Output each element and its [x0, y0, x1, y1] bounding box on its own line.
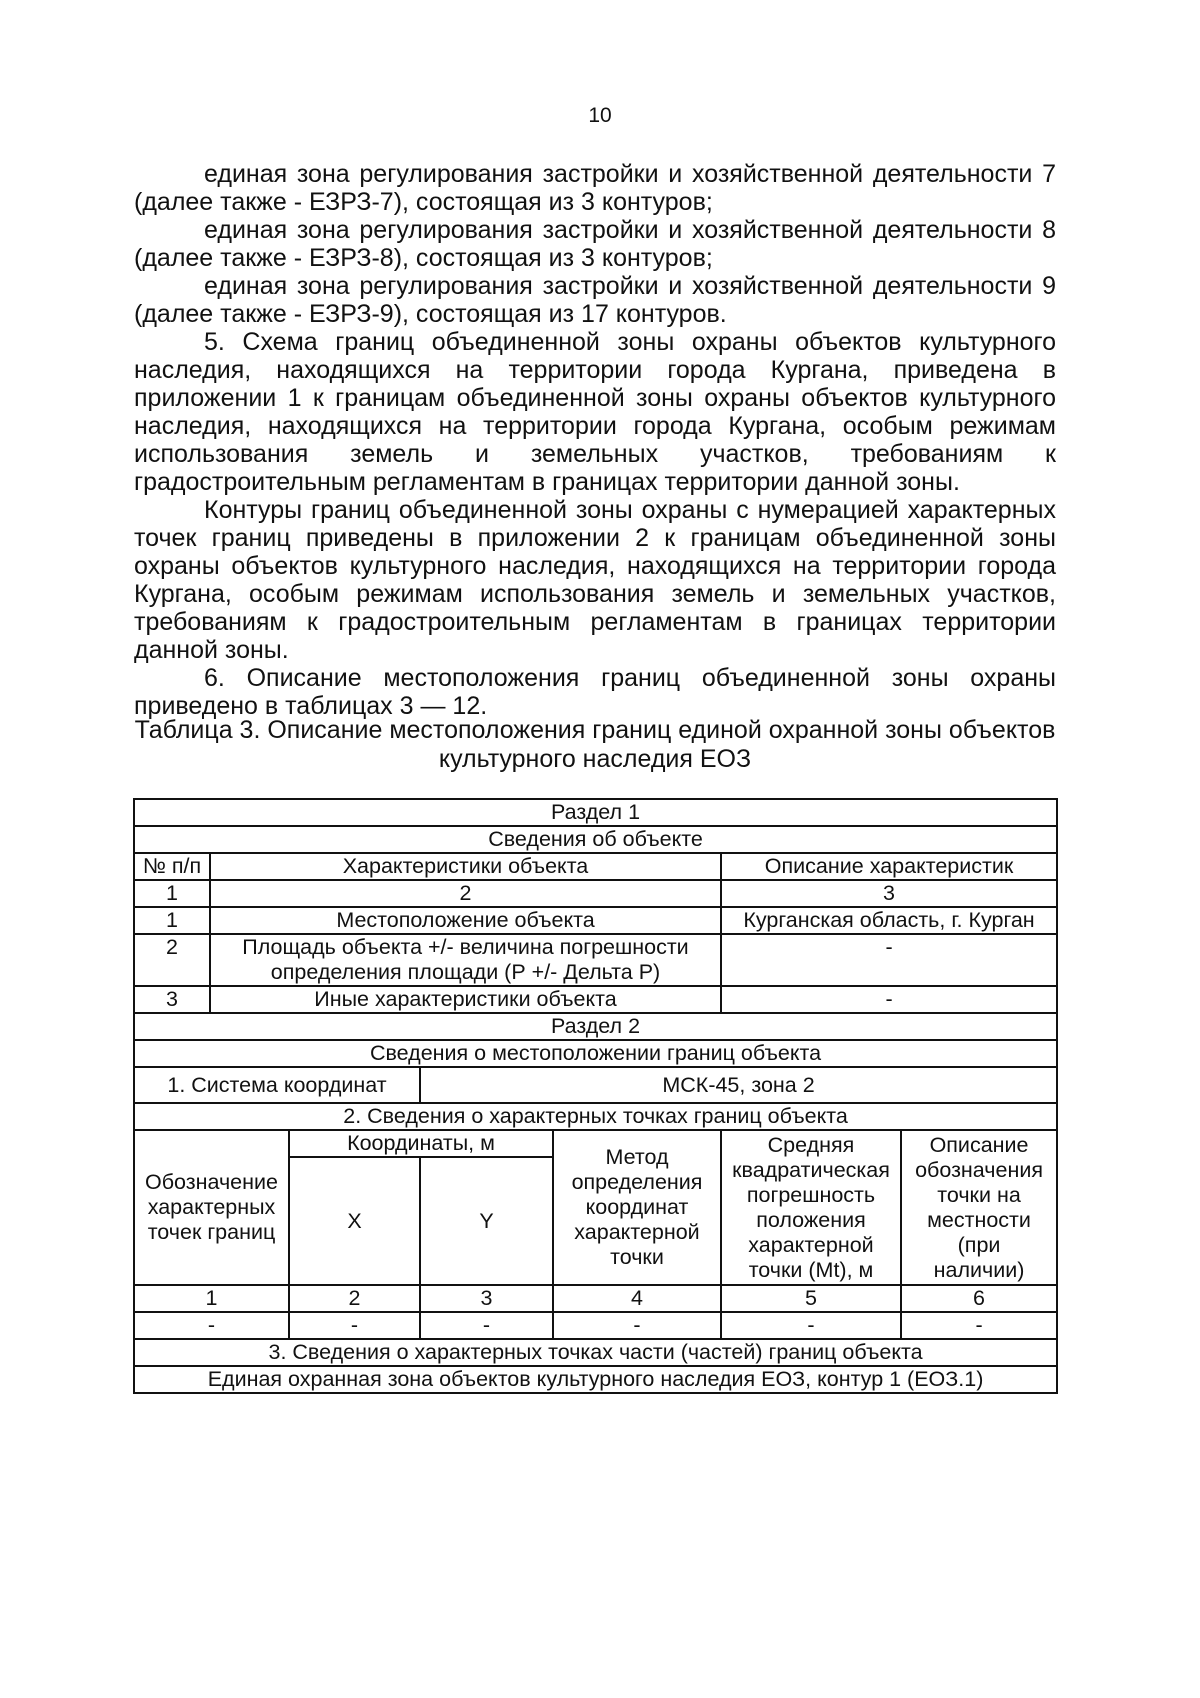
text-line: (при — [957, 1232, 1001, 1257]
index-cell: 2 — [210, 880, 721, 907]
index-cell: 1 — [134, 880, 210, 907]
col-index: 1 — [134, 1285, 289, 1312]
col-index: 2 — [289, 1285, 420, 1312]
paragraph: единая зона регулирования застройки и хозяйственной деятельности 8 (далее также - ЕЗРЗ-8), состоящая из 3 контуров; — [134, 216, 1056, 272]
col-header-num: № п/п — [134, 853, 210, 880]
paragraph: 5. Схема границ объединенной зоны охраны объектов культурного наследия, находящихся на территории города Кургана, приведена в приложении 1 к границам объединенной зоны охраны объектов культурного наследия, находящихся на территории города Кургана, особым режимам использования земель и земельных участков, требованиям к градостроительным регламентам в границах территории данной зоны. — [134, 328, 1056, 496]
text-line: Обозначение — [145, 1170, 278, 1194]
col-index: 4 — [553, 1285, 721, 1312]
row-num: 1 — [134, 907, 210, 934]
text-line: обозначения — [915, 1157, 1043, 1182]
text-line: Описание — [929, 1132, 1029, 1157]
empty-cell: - — [721, 1312, 901, 1339]
section-1-title: Раздел 1 — [134, 799, 1057, 826]
text-line: положения — [756, 1207, 866, 1232]
object-info-title: Сведения об объекте — [134, 826, 1057, 853]
points-title: 2. Сведения о характерных точках границ объекта — [134, 1103, 1057, 1130]
text-line: определения — [571, 1170, 703, 1194]
contour-title: Единая охранная зона объектов культурного наследия ЕОЗ, контур 1 (ЕОЗ.1) — [134, 1366, 1057, 1393]
col-index: 3 — [420, 1285, 553, 1312]
text-line: характерной — [574, 1220, 700, 1244]
col-header-description: Описание характеристик — [721, 853, 1057, 880]
header-error — [721, 1130, 901, 1285]
text-line: координат — [585, 1195, 689, 1219]
text-line: точки на — [937, 1182, 1021, 1207]
header-marker-description — [901, 1130, 1057, 1285]
col-header-characteristics: Характеристики объекта — [210, 853, 721, 880]
caption-line: Таблица 3. Описание местоположения границ единой охранной зоны объектов — [134, 716, 1056, 744]
header-designation — [134, 1130, 289, 1285]
row-characteristic: Местоположение объекта — [210, 907, 721, 934]
paragraph: единая зона регулирования застройки и хозяйственной деятельности 9 (далее также - ЕЗРЗ-9), состоящая из 17 контуров. — [134, 272, 1056, 328]
text-line: местности — [927, 1207, 1031, 1232]
boundaries-table — [133, 798, 1058, 1394]
row-value: - — [721, 934, 1057, 986]
text-line: Площадь объекта +/- величина погрешности — [242, 935, 689, 959]
text-line: квадратическая — [732, 1157, 890, 1182]
row-num: 2 — [134, 934, 210, 986]
empty-cell: - — [901, 1312, 1057, 1339]
paragraph: Контуры границ объединенной зоны охраны с нумерацией характерных точек границ приведены в приложении 2 к границам объединенной зоны охраны объектов культурного наследия, находящихся на территории города Кургана, особым режимам использования земель и земельных участков, требованиям к градостроительным регламентам в границах территории данной зоны. — [134, 496, 1056, 664]
text-line: характерной — [748, 1232, 874, 1257]
text-line: точек границ — [147, 1220, 276, 1244]
header-y: Y — [420, 1157, 553, 1285]
text-line: характерных — [147, 1195, 276, 1219]
empty-cell: - — [289, 1312, 420, 1339]
page-number: 10 — [588, 104, 612, 127]
empty-cell: - — [553, 1312, 721, 1339]
paragraph: единая зона регулирования застройки и хозяйственной деятельности 7 (далее также - ЕЗРЗ-7), состоящая из 3 контуров; — [134, 160, 1056, 216]
text-line: определения площади (Р +/- Дельта Р) — [270, 960, 661, 984]
row-value: - — [721, 986, 1057, 1013]
col-index: 5 — [721, 1285, 901, 1312]
text-line: наличии) — [933, 1257, 1025, 1282]
location-info-title: Сведения о местоположении границ объекта — [134, 1040, 1057, 1067]
row-characteristic: Иные характеристики объекта — [210, 986, 721, 1013]
header-method — [553, 1130, 721, 1285]
caption-line: культурного наследия ЕОЗ — [438, 745, 752, 773]
paragraph: 6. Описание местоположения границ объединенной зоны охраны приведено в таблицах 3 — 12. — [134, 664, 1056, 720]
table-caption — [134, 716, 1056, 774]
index-cell: 3 — [721, 880, 1057, 907]
col-index: 6 — [901, 1285, 1057, 1312]
coord-system-label: 1. Система координат — [134, 1067, 420, 1103]
text-line: точки — [610, 1245, 664, 1269]
text-line: Средняя — [767, 1132, 855, 1157]
parts-title: 3. Сведения о характерных точках части (частей) границ объекта — [134, 1339, 1057, 1366]
empty-cell: - — [134, 1312, 289, 1339]
row-characteristic — [210, 934, 721, 986]
row-value: Курганская область, г. Курган — [721, 907, 1057, 934]
text-line: точки (Mt), м — [748, 1257, 874, 1282]
header-x: X — [289, 1157, 420, 1285]
text-line: Метод — [605, 1145, 669, 1169]
text-line: погрешность — [746, 1182, 876, 1207]
header-coordinates: Координаты, м — [289, 1130, 553, 1157]
row-num: 3 — [134, 986, 210, 1013]
empty-cell: - — [420, 1312, 553, 1339]
coord-system-value: МСК-45, зона 2 — [420, 1067, 1057, 1103]
body-text — [134, 160, 1056, 720]
section-2-title: Раздел 2 — [134, 1013, 1057, 1040]
